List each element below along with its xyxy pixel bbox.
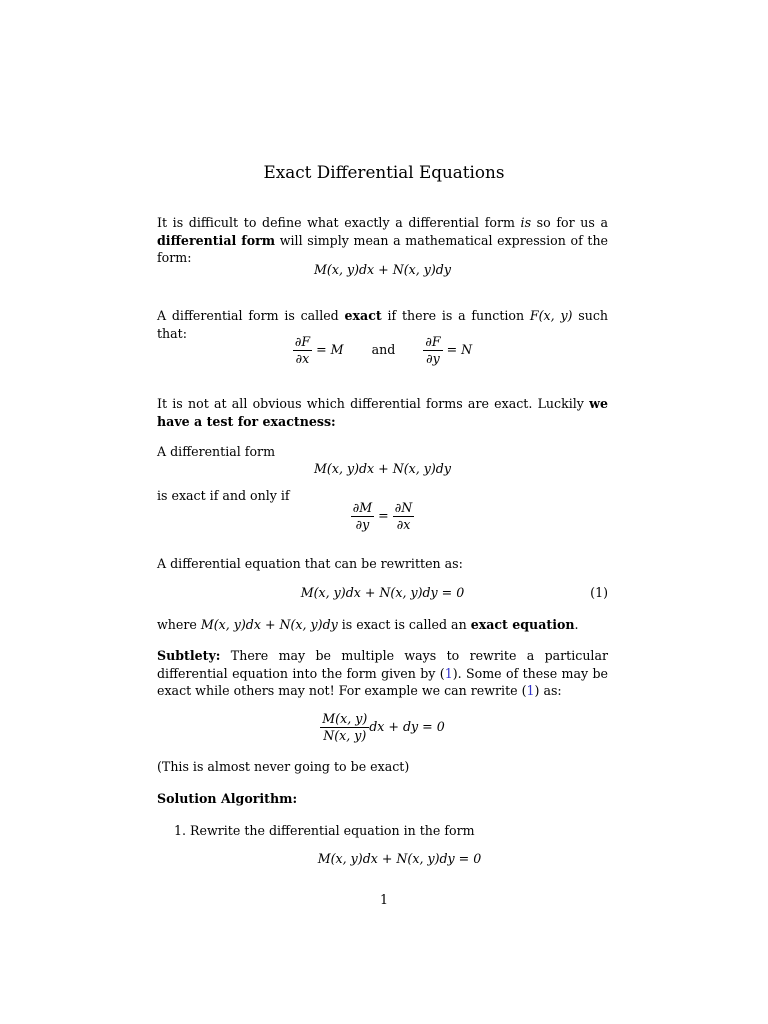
test-form-equation: M(x, y)dx + N(x, y)dy bbox=[314, 461, 451, 476]
and-word: and bbox=[371, 342, 396, 357]
iff-label: is exact if and only if bbox=[157, 488, 290, 503]
intro-text-1: It is difficult to define what exactly a differential form bbox=[157, 215, 521, 230]
exact-def-math: F(x, y) bbox=[529, 308, 573, 323]
rhs-M: = M bbox=[316, 342, 344, 357]
subtlety-text-3: ) as: bbox=[534, 683, 562, 698]
exact-def-text-1: A differential form is called bbox=[157, 308, 345, 323]
test-bold: we have a test for exactness: bbox=[157, 396, 608, 429]
rhs-N: = N bbox=[446, 342, 473, 357]
test-text-1: It is not at all obvious which differential forms are exact. Luckily bbox=[157, 396, 590, 411]
intro-text-3: will simply mean a mathematical expression of the form: bbox=[157, 232, 609, 265]
fraction-dF-dy: $\frac{\partial F}{\partial y}$ bbox=[425, 334, 441, 366]
equation-1 bbox=[157, 585, 608, 600]
intro-italic-is: is bbox=[520, 215, 532, 230]
step-1-equation: M(x, y)dx + N(x, y)dy = 0 bbox=[317, 851, 482, 866]
where-math: M(x, y)dx + N(x, y)dy bbox=[200, 617, 338, 632]
exact-def-text-2: if there is a function bbox=[381, 308, 530, 323]
equals-sign: = bbox=[378, 508, 389, 523]
page-title: Exact Differential Equations bbox=[263, 162, 505, 182]
intro-paragraph bbox=[157, 214, 608, 267]
exactness-condition bbox=[157, 500, 608, 533]
rewrite-label: A differential equation that can be rewritten as: bbox=[157, 556, 463, 571]
subtlety-text-2: ). Some of these may be exact while others may not! For example we can rewrite ( bbox=[157, 665, 608, 698]
intro-text-2: so for us a bbox=[531, 215, 608, 230]
alternate-equation bbox=[157, 711, 608, 744]
exact-def-bold: exact bbox=[344, 308, 382, 323]
equation-ref-link-1[interactable]: 1 bbox=[444, 665, 453, 681]
page-number: 1 bbox=[379, 892, 388, 907]
equation-ref-link-2[interactable]: 1 bbox=[526, 683, 535, 698]
subtlety-label: Subtlety: bbox=[157, 648, 221, 663]
subtlety-text-1: There may be multiple ways to rewrite a particular differential equation into the form given by ( bbox=[157, 648, 608, 681]
equation-1-number: (1) bbox=[590, 585, 608, 600]
alternate-equation-rest: dx + dy = 0 bbox=[369, 719, 445, 734]
fraction-dM-dy: $\frac{\partial M}{\partial y}$ bbox=[352, 500, 373, 532]
algorithm-heading: Solution Algorithm: bbox=[157, 791, 298, 806]
where-text-1: where bbox=[157, 617, 201, 632]
equation-1-body: M(x, y)dx + N(x, y)dy = 0 bbox=[300, 585, 465, 600]
fraction-dN-dx: $\frac{\partial N}{\partial x}$ bbox=[394, 500, 413, 532]
fraction-M-over-N: $\frac{M(x, y)}{N(x, y)}$ bbox=[322, 711, 368, 743]
where-text-3: . bbox=[574, 617, 579, 632]
step-1 bbox=[174, 822, 608, 840]
test-form-label: A differential form bbox=[157, 444, 276, 459]
intro-bold-term: differential form bbox=[157, 232, 276, 248]
where-bold: exact equation bbox=[470, 617, 575, 632]
where-paragraph bbox=[157, 616, 608, 634]
differential-form-equation: M(x, y)dx + N(x, y)dy bbox=[314, 262, 451, 277]
almost-never-note: (This is almost never going to be exact) bbox=[157, 759, 410, 774]
where-text-2: is exact is called an bbox=[337, 617, 471, 632]
exactness-test-paragraph bbox=[157, 395, 608, 430]
step-1-text: Rewrite the differential equation in the form bbox=[190, 823, 475, 838]
fraction-dF-dx: $\frac{\partial F}{\partial x}$ bbox=[294, 334, 311, 366]
partial-derivative-conditions bbox=[157, 334, 608, 367]
exact-def-text-3: such that: bbox=[157, 308, 609, 341]
step-1-number: 1. bbox=[174, 823, 187, 838]
subtlety-paragraph bbox=[157, 647, 608, 700]
